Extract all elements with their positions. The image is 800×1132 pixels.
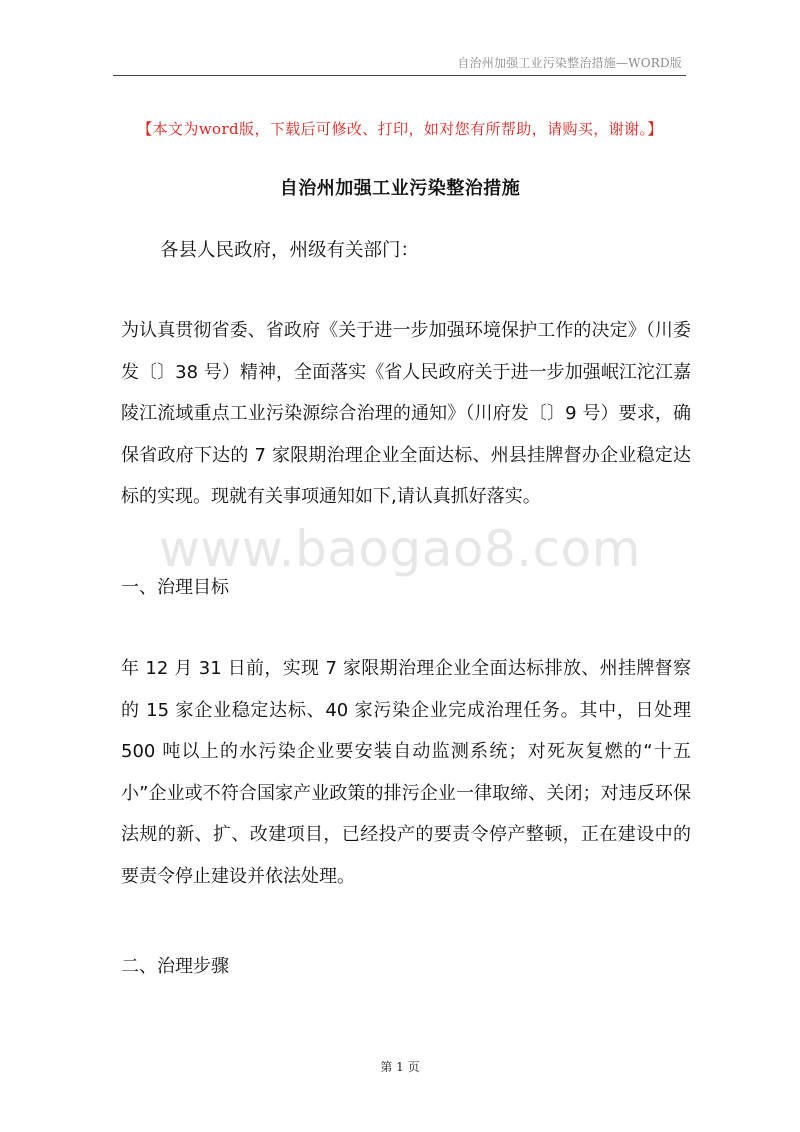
section-body-goals: 年 12 月 31 日前，实现 7 家限期治理企业全面达标排放、州挂牌督察的 15 家企业稳定达标、40 家污染企业完成治理任务。其中，日处理500 吨以上的水污染企业要安装自动监测系统；对死灰复燃的“十五小”企业或不符合国家产业政策的排污企业一律取缔、关闭；对违反环保法规的新、扩、改建项目，已经投产的要责令停产整顿，正在建设中的要责令停止建设并依法处理。	[121, 658, 691, 887]
section-heading-goals: 一、治理目标	[121, 577, 229, 598]
section-heading-steps: 二、治理步骤	[121, 956, 229, 977]
download-notice: 【本文为word版，下载后可修改、打印，如对您有所帮助，请购买，谢谢。】	[137, 120, 663, 138]
document-title: 自治州加强工业污染整治措施	[279, 178, 521, 199]
page-number: 第 1 页	[380, 1060, 420, 1074]
header-divider	[113, 75, 686, 76]
running-header: 自治州加强工业污染整治措施—WORD版	[457, 56, 682, 70]
intro-paragraph: 为认真贯彻省委、省政府《关于进一步加强环境保护工作的决定》（川委发〔〕38 号）精神，全面落实《省人民政府关于进一步加强岷江沱江嘉陵江流域重点工业污染源综合治理的通知》（川府发〔〕9 号）要求，确保省政府下达的 7 家限期治理企业全面达标、州县挂牌督办企业稳定达标的实现。现就有关事项通知如下,请认真抓好落实。	[121, 320, 691, 507]
salutation: 各县人民政府，州级有关部门：	[160, 240, 420, 261]
watermark: www.baogao8.com	[159, 520, 641, 578]
